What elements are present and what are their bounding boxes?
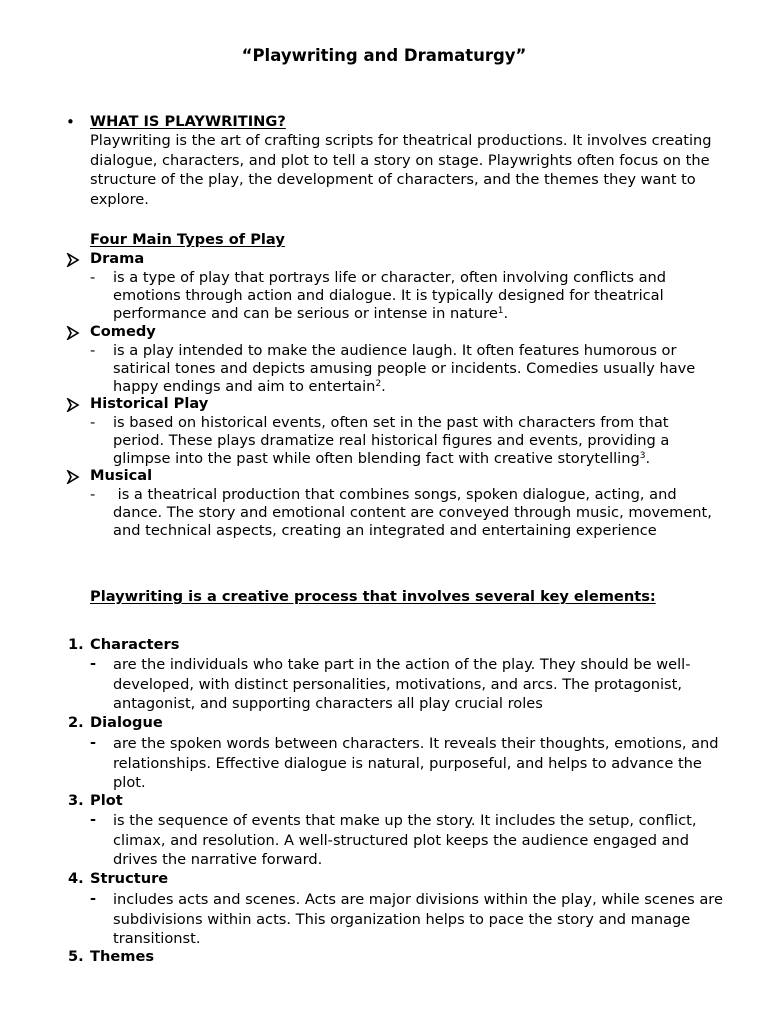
type-name-musical: Musical bbox=[90, 467, 153, 484]
dash-marker: - bbox=[90, 734, 97, 751]
element-name-dialogue: Dialogue bbox=[90, 714, 163, 731]
document-title: “Playwriting and Dramaturgy” bbox=[241, 46, 527, 65]
bullet-dot: • bbox=[66, 113, 75, 131]
list-number: 2. bbox=[68, 714, 84, 731]
type-description-historical-play: is based on historical events, often set in the past with characters from that period. These plays dramatize real historical figures and events, providing a glimpse into the past while often blending fact with creative storytelling$^3$. bbox=[113, 414, 670, 467]
arrowhead-bullet-icon bbox=[66, 470, 80, 484]
elements-heading: Playwriting is a creative process that involves several key elements: bbox=[90, 588, 656, 605]
arrowhead-bullet-icon bbox=[66, 326, 80, 340]
footnote-ref: 1 bbox=[497, 306, 504, 316]
element-description-dialogue: are the spoken words between characters. It reveals their thoughts, emotions, and relationships. Effective dialogue is natural, purposeful, and helps to advance the plot. bbox=[113, 735, 719, 791]
element-name-themes: Themes bbox=[90, 948, 155, 965]
dash-marker: - bbox=[90, 890, 97, 907]
element-description-structure: includes acts and scenes. Acts are major divisions within the play, while scenes are subdivisions within acts. This organization helps to pace the story and manage transitionst. bbox=[113, 891, 723, 947]
types-heading: Four Main Types of Play bbox=[90, 231, 285, 248]
list-number: 4. bbox=[68, 870, 84, 887]
dash-marker: - bbox=[90, 655, 97, 672]
arrowhead-bullet-icon bbox=[66, 253, 80, 267]
arrowhead-bullet-icon bbox=[66, 398, 80, 412]
intro-paragraph: Playwriting is the art of crafting scripts for theatrical productions. It involves creating dialogue, characters, and plot to tell a story on stage. Playwrights often focus on the structure of the play, the development of characters, and the themes they want to explore. bbox=[90, 132, 712, 208]
dash-marker: - bbox=[90, 811, 97, 828]
dash-marker: - bbox=[90, 269, 96, 286]
type-name-comedy: Comedy bbox=[90, 323, 156, 340]
footnote-ref: 3 bbox=[639, 451, 646, 461]
footnote-ref: 2 bbox=[375, 379, 382, 389]
element-description-characters: are the individuals who take part in the action of the play. They should be well-developed, with distinct personalities, motivations, and arcs. The protagonist, antagonist, and supporting characters all play crucial roles bbox=[113, 656, 691, 712]
dash-marker: - bbox=[90, 486, 96, 503]
type-description-comedy: is a play intended to make the audience laugh. It often features humorous or satirical tones and depicts amusing people or incidents. Comedies usually have happy endings and aim to entertain$^2$. bbox=[113, 342, 696, 395]
element-description-plot: is the sequence of events that make up the story. It includes the setup, conflict, climax, and resolution. A well-structured plot keeps the audience engaged and drives the narrative forward. bbox=[113, 812, 697, 868]
list-number: 5. bbox=[68, 948, 84, 965]
element-name-characters: Characters bbox=[90, 636, 180, 653]
list-number: 3. bbox=[68, 792, 84, 809]
dash-marker: - bbox=[90, 342, 96, 359]
list-number: 1. bbox=[68, 636, 84, 653]
element-name-structure: Structure bbox=[90, 870, 169, 887]
section-heading-what-is-playwriting: WHAT IS PLAYWRITING? bbox=[90, 113, 286, 130]
type-description-musical: is a theatrical production that combines songs, spoken dialogue, acting, and dance. The story and emotional content are conveyed through music, movement, and technical aspects, creating an integrated and entertaining experience bbox=[113, 486, 717, 539]
type-description-drama: is a type of play that portrays life or character, often involving conflicts and emotions through action and dialogue. It is typically designed for theatrical performance and can be serious or intense in nature$^1$. bbox=[113, 269, 667, 322]
type-name-historical-play: Historical Play bbox=[90, 395, 209, 412]
element-name-plot: Plot bbox=[90, 792, 123, 809]
dash-marker: - bbox=[90, 414, 96, 431]
type-name-drama: Drama bbox=[90, 250, 145, 267]
